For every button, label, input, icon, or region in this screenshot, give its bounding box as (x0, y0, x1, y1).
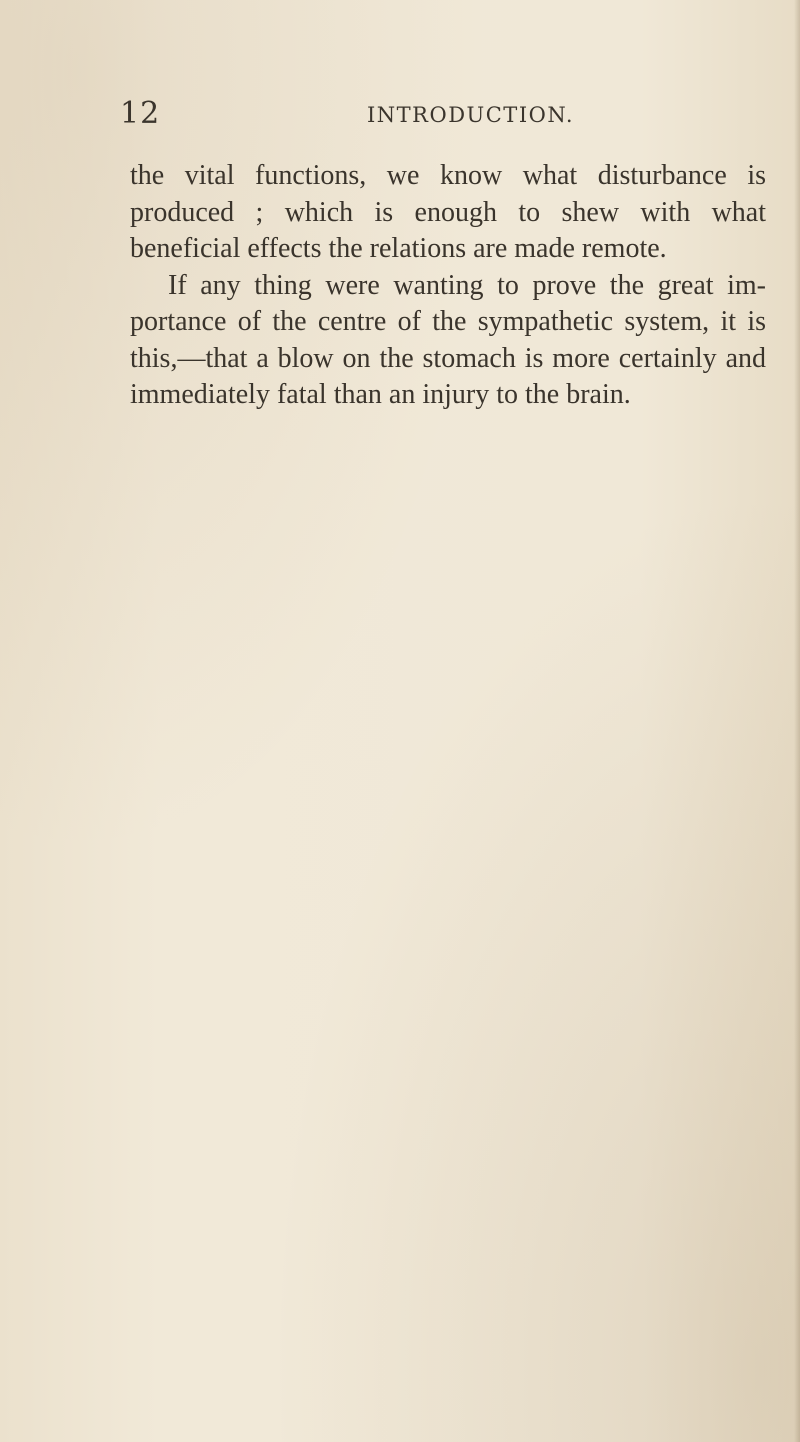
paragraph-2: If any thing were wanting to prove the great im-portance of the centre of the sympathetic system, it is this,—that a blow on the stomach is more certainly and immediately fatal than an injury to the brain. (130, 269, 766, 410)
page-edge-shadow (794, 0, 800, 1442)
body-text (130, 158, 766, 414)
page-number: 12 (120, 96, 161, 131)
running-head: INTRODUCTION. (367, 103, 575, 127)
paragraph-1: the vital functions, we know what disturbance is produced ; which is enough to shew with what beneficial effects the relations are made remote. (130, 160, 766, 264)
page-header (0, 96, 800, 136)
